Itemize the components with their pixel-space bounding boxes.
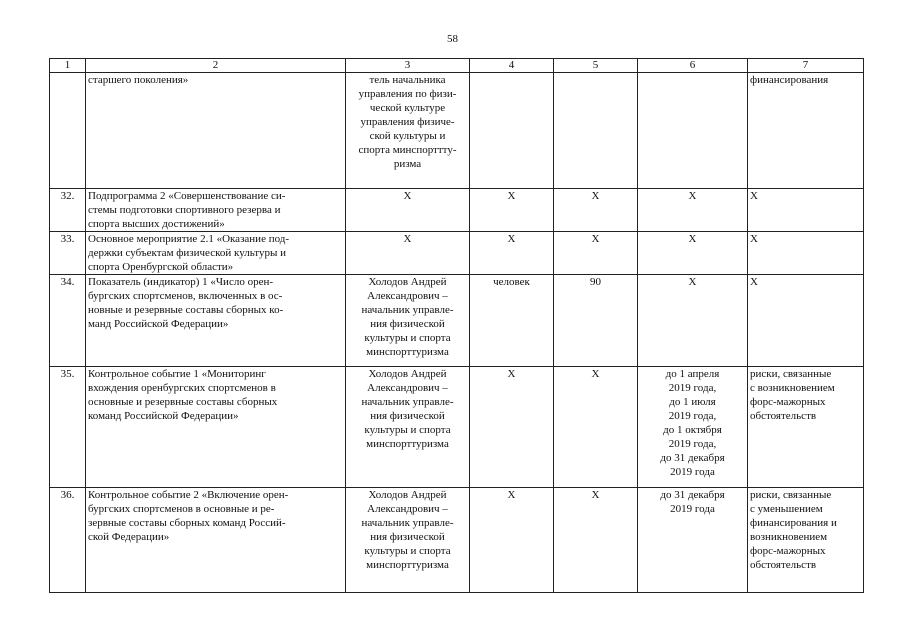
value-cell: Х [554,232,638,275]
name-cell: Подпрограмма 2 «Совершенствование си- стемы подготовки спортивного резерва и спорта высших достижений» [86,189,346,232]
risks-cell: Х [748,189,864,232]
plan-table [49,58,864,593]
date-cell [638,73,748,189]
name-cell: Контрольное событие 1 «Мониторинг вхождения оренбургских спортсменов в основные и резервные составы сборных команд Российской Федерации» [86,367,346,488]
name-cell: старшего поколения» [86,73,346,189]
date-cell: Х [638,189,748,232]
unit-cell: Х [470,367,554,488]
row-number-cell [50,73,86,189]
column-header: 5 [554,59,638,73]
responsible-cell: Х [346,189,470,232]
name-cell: Показатель (индикатор) 1 «Число орен- бургских спортсменов, включенных в ос- новные и резервные составы сборных ко- манд Российской Федерации» [86,275,346,367]
risks-cell: Х [748,232,864,275]
unit-cell: человек [470,275,554,367]
row-number-cell: 35. [50,367,86,488]
date-cell: Х [638,232,748,275]
name-cell: Основное мероприятие 2.1 «Оказание под- держки субъектам физической культуры и спорта Оренбургской области» [86,232,346,275]
table-row [50,232,864,275]
unit-cell: Х [470,189,554,232]
risks-cell: риски, связанные с возникновением форс-мажорных обстоятельств [748,367,864,488]
table-row [50,488,864,593]
column-header: 4 [470,59,554,73]
column-header: 6 [638,59,748,73]
table-row [50,73,864,189]
risks-cell: финансирования [748,73,864,189]
row-number-cell: 34. [50,275,86,367]
date-cell: Х [638,275,748,367]
value-cell: Х [554,488,638,593]
unit-cell [470,73,554,189]
row-number-cell: 33. [50,232,86,275]
column-header: 3 [346,59,470,73]
table-row [50,189,864,232]
date-cell: до 1 апреля 2019 года, до 1 июля 2019 года, до 1 октября 2019 года, до 31 декабря 2019 года [638,367,748,488]
table-row [50,367,864,488]
unit-cell: Х [470,232,554,275]
table-row [50,275,864,367]
responsible-cell: Холодов Андрей Александрович – начальник управле- ния физической культуры и спорта минспорттуризма [346,488,470,593]
value-cell: 90 [554,275,638,367]
column-header: 2 [86,59,346,73]
table-header-row [50,59,864,73]
value-cell: Х [554,189,638,232]
value-cell: Х [554,367,638,488]
responsible-cell: тель начальника управления по физи- ческой культуре управления физиче- ской культуры и спорта минспорттту- ризма [346,73,470,189]
column-header: 7 [748,59,864,73]
row-number-cell: 36. [50,488,86,593]
column-header: 1 [50,59,86,73]
value-cell [554,73,638,189]
responsible-cell: Х [346,232,470,275]
row-number-cell: 32. [50,189,86,232]
responsible-cell: Холодов Андрей Александрович – начальник управле- ния физической культуры и спорта минспорттуризма [346,275,470,367]
risks-cell: Х [748,275,864,367]
responsible-cell: Холодов Андрей Александрович – начальник управле- ния физической культуры и спорта минспорттуризма [346,367,470,488]
name-cell: Контрольное событие 2 «Включение орен- бургских спортсменов в основные и ре- зервные составы сборных команд Россий- ской Федерации» [86,488,346,593]
date-cell: до 31 декабря 2019 года [638,488,748,593]
unit-cell: Х [470,488,554,593]
risks-cell: риски, связанные с уменьшением финансирования и возникновением форс-мажорных обстоятельств [748,488,864,593]
page-number: 58 [447,33,458,45]
